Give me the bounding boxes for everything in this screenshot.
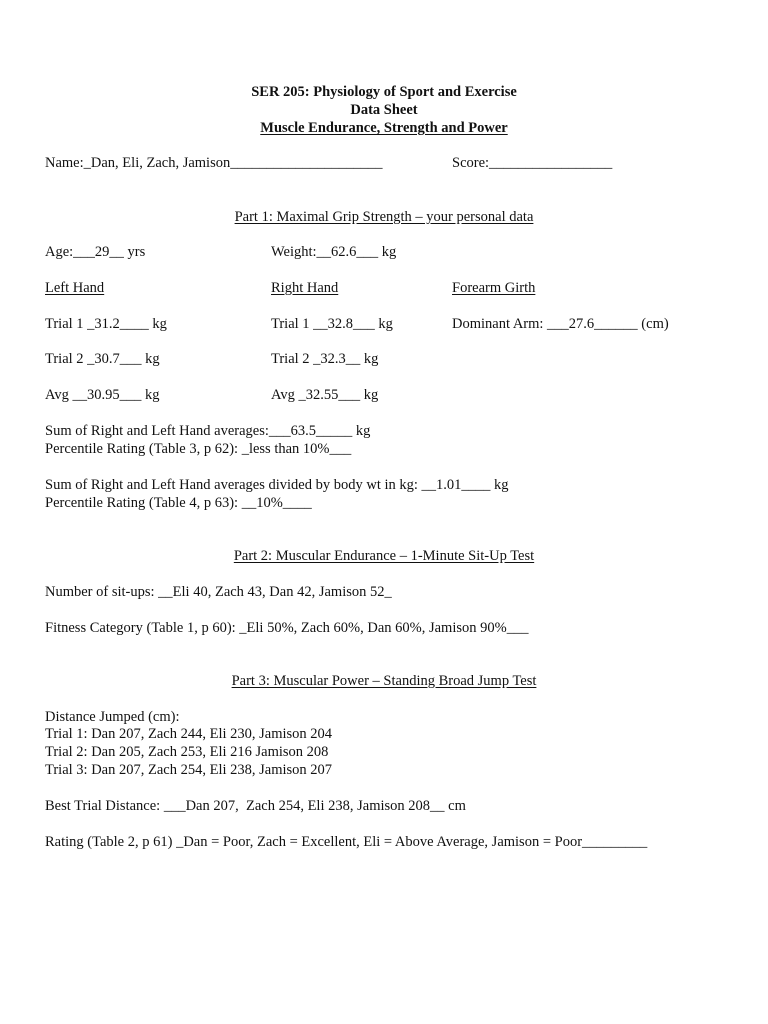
jump-rating: Rating (Table 2, p 61) _Dan = Poor, Zach = Excellent, Eli = Above Average, Jamison = Poor_________	[45, 834, 648, 850]
best-trial-distance: Best Trial Distance: ___Dan 207, Zach 254, Eli 238, Jamison 208__ cm	[45, 798, 466, 814]
left-average: Avg __30.95___ kg	[45, 387, 160, 403]
situps-count: Number of sit-ups: __Eli 40, Zach 43, Dan 42, Jamison 52_	[45, 584, 392, 600]
dominant-arm-girth: Dominant Arm: ___27.6______ (cm)	[452, 316, 669, 332]
right-trial-2: Trial 2 _32.3__ kg	[271, 351, 379, 367]
forearm-girth-heading: Forearm Girth	[452, 280, 536, 296]
left-trial-2: Trial 2 _30.7___ kg	[45, 351, 160, 367]
jump-trial-1: Trial 1: Dan 207, Zach 244, Eli 230, Jamison 204	[45, 726, 333, 742]
sum-divided-by-weight: Sum of Right and Left Hand averages divided by body wt in kg: __1.01____ kg	[45, 477, 509, 493]
sheet-subtitle: Data Sheet	[350, 102, 418, 118]
name-field: Name:_Dan, Eli, Zach, Jamison_____________________	[45, 155, 383, 171]
part3-heading: Part 3: Muscular Power – Standing Broad Jump Test	[231, 673, 537, 689]
right-trial-1: Trial 1 __32.8___ kg	[271, 316, 393, 332]
left-trial-1: Trial 1 _31.2____ kg	[45, 316, 167, 332]
jump-trial-2: Trial 2: Dan 205, Zach 253, Eli 216 Jamison 208	[45, 744, 329, 760]
sum-of-averages: Sum of Right and Left Hand averages:___63.5_____ kg	[45, 423, 371, 439]
part1-heading: Part 1: Maximal Grip Strength – your personal data	[234, 209, 534, 225]
fitness-category: Fitness Category (Table 1, p 60): _Eli 50%, Zach 60%, Dan 60%, Jamison 90%___	[45, 620, 529, 636]
lab-title: Muscle Endurance, Strength and Power	[260, 120, 508, 136]
distance-jumped-label: Distance Jumped (cm):	[45, 709, 180, 725]
right-average: Avg _32.55___ kg	[271, 387, 379, 403]
right-hand-heading: Right Hand	[271, 280, 339, 296]
jump-trial-3: Trial 3: Dan 207, Zach 254, Eli 238, Jamison 207	[45, 762, 333, 778]
percentile-rating-table4: Percentile Rating (Table 4, p 63): __10%____	[45, 495, 312, 511]
percentile-rating-table3: Percentile Rating (Table 3, p 62): _less than 10%___	[45, 441, 352, 457]
course-title: SER 205: Physiology of Sport and Exercise	[251, 84, 517, 100]
left-hand-heading: Left Hand	[45, 280, 105, 296]
age-field: Age:___29__ yrs	[45, 244, 146, 260]
weight-field: Weight:__62.6___ kg	[271, 244, 397, 260]
score-field: Score:_________________	[452, 155, 613, 171]
part2-heading: Part 2: Muscular Endurance – 1-Minute Sit-Up Test	[233, 548, 535, 564]
